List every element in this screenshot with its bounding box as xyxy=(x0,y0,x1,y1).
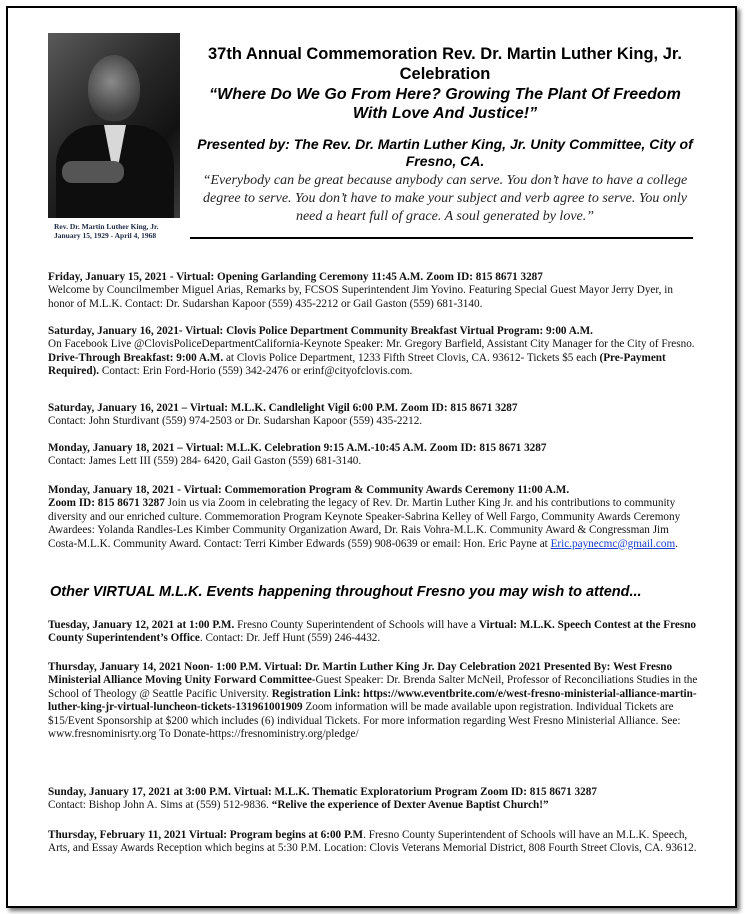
event-heading: Monday, January 18, 2021 – Virtual: M.L.K. Celebration 9:15 A.M.-10:45 A.M. Zoom ID: 815 8671 3287 xyxy=(48,442,547,454)
event-details: Contact: James Lett III (559) 284- 6420, Gail Gaston (559) 681-3140. xyxy=(48,455,362,468)
event-heading: Saturday, January 16, 2021 – Virtual: M.L.K. Candlelight Vigil 6:00 P.M. Zoom ID: 815 8671 3287 xyxy=(48,402,518,414)
event-details: . Fresno County Superintendent of Schools will have an M.L.K. Speech, Arts, and Essay Awards Reception which begins at 5:30 P.M. Location: Clovis Veterans Memorial District, 808 Fourth Street Clovis, CA. 93612. xyxy=(48,829,697,855)
event-heading: Saturday, January 16, 2021- Virtual: Clovis Police Department Community Breakfast Virtual Program: 9:00 A.M. xyxy=(48,325,593,337)
event-details: Fresno County Superintendent of Schools will have a xyxy=(237,619,477,631)
mlk-quote: “Everybody can be great because anybody can serve. You don’t have to have a college degree to serve. You don’t have to make your subject and verb agree to serve. You only need a heart full of grace. A soul generated by love.” xyxy=(202,173,688,224)
event-details: at Clovis Police Department, 1233 Fifth Street Clovis, CA. 93612- Tickets $5 each xyxy=(225,351,597,364)
event-heading: Monday, January 18, 2021 - Virtual: Commemoration Program & Community Awards Ceremony 11:00 A.M. xyxy=(48,484,570,496)
other-events-heading: Other VIRTUAL M.L.K. Events happening throughout Fresno you may wish to attend... xyxy=(50,584,642,600)
header-divider xyxy=(190,237,693,239)
event-details: Join us via Zoom in celebrating the legacy of Rev. Dr. Martin Luther King Jr. and his contributions to community diversity and our enriched culture. Commemoration Program Keynote Speaker-Sabrina Kelley of Well Fargo, Community Awards Ceremony Awardees: Yolanda Randles-Les Kimber Community Organization Award, Dr. Rais Vohra-M.L.K. Community Award & Congressman Jim Costa-M.L.K. Community Award. Contact: Terri Kimber Edwards (559) 908-0639 or email: Hon. Eric Payne at xyxy=(48,497,681,550)
flyer-header xyxy=(192,44,698,226)
event-item xyxy=(48,619,698,646)
event-details: Zoom information will be made available upon registration. Individual Tickets are $15/Event Sponsorship at $200 which includes (6) individual Tickets. For more information regarding West Fresno Ministerial Alliance. See: www.fresnominisrty.org To Donate-https://fresnoministry.org/pledge/ xyxy=(48,701,681,741)
event-highlight: Virtual: M.L.K. Speech Contest at the Fresno County Superintendent’s Office xyxy=(48,619,697,645)
event-highlight: “Relive the experience of Dexter Avenue Baptist Church!” xyxy=(271,799,549,812)
event-details: -Guest Speaker: Dr. Brenda Salter McNeil, Professor of Reconciliations Studies in the School of Theology @ Seattle Pacific University. xyxy=(48,674,698,700)
event-item xyxy=(48,271,698,311)
portrait-photo xyxy=(48,33,180,218)
event-details: Contact: Erin Ford-Horio (559) 342-2476 or erinf@cityofclovis.com. xyxy=(101,365,413,378)
event-heading: Sunday, January 17, 2021 at 3:00 P.M. Virtual: M.L.K. Thematic Exploratorium Program Zoom ID: 815 8671 3287 xyxy=(48,786,597,798)
event-details: On Facebook Live @ClovisPoliceDepartmentCalifornia-Keynote Speaker: Mr. Gregory Barfield, Assistant City Manager for the City of Fresno. xyxy=(48,338,695,351)
photo-caption: Rev. Dr. Martin Luther King, Jr. January 15, 1929 - April 4, 1968 xyxy=(54,222,159,240)
event-item xyxy=(48,402,698,429)
event-highlight: Drive-Through Breakfast: 9:00 A.M. xyxy=(48,351,224,364)
event-details: Welcome by Councilmember Miguel Arias, Remarks by, FCSOS Superintendent Jim Yovino. Featuring Special Guest Mayor Jerry Dyer, in honor of M.L.K. Contact: Dr. Sudarshan Kapoor (559) 435-2212 or Gail Gaston (559) 681-3140. xyxy=(48,284,673,310)
event-details: Contact: Bishop John A. Sims at (559) 512-9836. xyxy=(48,799,269,812)
event-highlight: Zoom ID: 815 8671 3287 xyxy=(48,497,165,510)
event-item xyxy=(48,786,698,813)
event-heading: Thursday, February 11, 2021 Virtual: Program begins at 6:00 P.M xyxy=(48,829,364,841)
event-item xyxy=(48,442,698,469)
event-highlight: Registration Link: https://www.eventbrite.com/e/west-fresno-ministerial-alliance-martin-luther-king-jr-virtual-luncheon-tickets-131961001909 xyxy=(48,687,697,714)
event-heading: Friday, January 15, 2021 - Virtual: Opening Garlanding Ceremony 11:45 A.M. Zoom ID: 815 8671 3287 xyxy=(48,271,543,283)
event-item xyxy=(48,325,698,379)
event-item xyxy=(48,661,698,741)
event-details: Contact: John Sturdivant (559) 974-2503 or Dr. Sudarshan Kapoor (559) 435-2212. xyxy=(48,415,423,428)
event-heading: Thursday, January 14, 2021 Noon- 1:00 P.M. Virtual: Dr. Martin Luther King Jr. Day Celebration 2021 Presented By: West Fresno Ministerial Alliance Moving Unity Forward Committee xyxy=(48,661,673,687)
event-highlight: (Pre-Payment Required). xyxy=(48,351,666,378)
event-details: . Contact: Dr. Jeff Hunt (559) 246-4432. xyxy=(199,632,381,645)
event-item xyxy=(48,829,698,856)
event-heading: Tuesday, January 12, 2021 at 1:00 P.M. xyxy=(48,619,235,631)
contact-email-link[interactable]: Eric.paynecmc@gmail.com xyxy=(550,537,676,550)
event-item: Monday, January 18, 2021 - Virtual: Commemoration Program & Community Awards Ceremony 11:00 A.M. Zoom ID: 815 8671 3287 Join us via Zoom in celebrating the legacy of Rev. Dr. Martin Luther King Jr. and his contributions to community diversity and our enriched culture. Commemoration Program Keynote Speaker-Sabrina Kelley of Well Fargo, Community Awards Ceremony Awardees: Yolanda Randles-Les Kimber Community Organization Award, Dr. Rais Vohra-M.L.K. Community Award & Congressman Jim Costa-M.L.K. Community Award. Contact: Terri Kimber Edwards (559) 908-0639 or email: Hon. Eric Payne at Eric.paynecmc@gmail.com. xyxy=(48,484,681,550)
presented-by: Presented by: The Rev. Dr. Martin Luther King, Jr. Unity Committee, City of Fresno, CA. xyxy=(197,136,693,169)
event-title: 37th Annual Commemoration Rev. Dr. Martin Luther King, Jr. Celebration xyxy=(208,45,682,83)
event-theme: “Where Do We Go From Here? Growing The Plant Of Freedom With Love And Justice!” xyxy=(209,86,681,122)
